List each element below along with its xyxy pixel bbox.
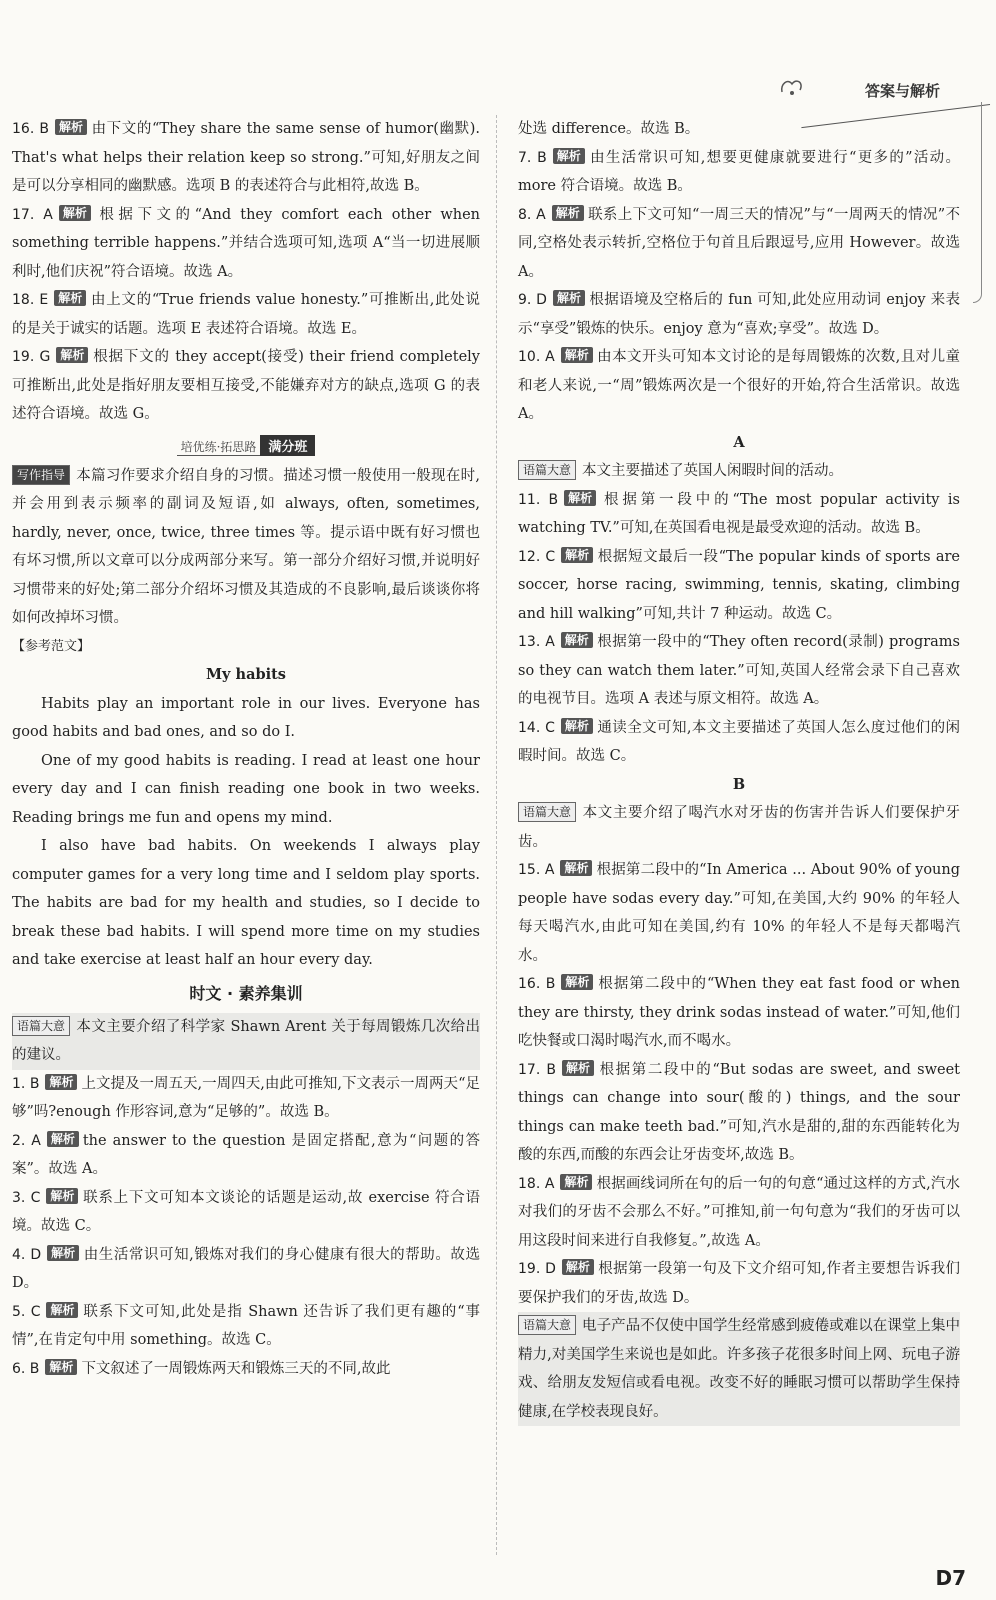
answer-explanation: 根据语境及空格后的 fun 可知,此处应用动词 enjoy 来表示“享受”锻炼的快乐。enjoy 意为“喜欢;享受”。故选 D。 <box>518 292 960 337</box>
analysis-badge: 解析 <box>561 718 593 734</box>
analysis-badge: 解析 <box>561 347 593 363</box>
analysis-badge: 解析 <box>47 1131 79 1147</box>
answer-item <box>12 1355 480 1384</box>
question-number: 16. B <box>518 976 556 992</box>
summary-text: 电子产品不仅使中国学生经常感到疲倦或难以在课堂上集中精力,对美国学生来说也是如此。许多孩子花很多时间上网、玩电子游戏、给朋友发短信或看电视。改变不好的睡眠习惯可以帮助学生保持健康,在学校表现良好。 <box>518 1318 960 1420</box>
question-number: 16. B <box>12 121 49 137</box>
header-title: 答案与解析 <box>864 82 940 100</box>
answer-list-3 <box>518 144 960 429</box>
question-number: 18. A <box>518 1175 555 1192</box>
summary-tag: 语篇大意 <box>518 1315 576 1335</box>
analysis-badge: 解析 <box>54 290 86 306</box>
answer-item <box>518 970 960 1056</box>
question-number: 1. B <box>12 1075 40 1092</box>
answer-list-2 <box>12 1070 480 1384</box>
question-number: 19. G <box>12 349 51 365</box>
question-number: 5. C <box>12 1303 41 1320</box>
analysis-badge: 解析 <box>45 1074 77 1090</box>
question-number: 14. C <box>518 719 555 736</box>
answer-explanation: 由本文开头可知本文讨论的是每周锻炼的次数,且对儿童和老人来说,一“周”锻炼两次是一个很好的开始,符合生活常识。故选 A。 <box>518 349 960 422</box>
answer-item <box>518 486 960 543</box>
analysis-badge: 解析 <box>553 290 585 306</box>
sample-paragraph: I also have bad habits. On weekends I always play computer games for a very long time and I seldom play sports. The habits are bad for my health and studies, so I decide to break these bad habits. I will spend more time on my studies and take exercise at least half an hour every day. <box>12 838 480 968</box>
question-number: 8. A <box>518 206 546 223</box>
analysis-badge: 解析 <box>561 632 593 648</box>
answer-item <box>12 1070 480 1127</box>
answer-item <box>12 286 480 343</box>
sample-paragraph: One of my good habits is reading. I read at least one hour every day and I can finish reading one book in two weeks. Reading brings me fun and opens my mind. <box>12 752 480 826</box>
answer-item <box>12 343 480 429</box>
sample-tag: 【参考范文】 <box>12 638 91 654</box>
question-number: 6. B <box>12 1360 40 1377</box>
question-number: 13. A <box>518 634 555 650</box>
section-banner <box>12 435 480 456</box>
answer-item <box>12 1127 480 1184</box>
writing-guide-tag: 写作指导 <box>12 465 70 485</box>
question-number: 15. A <box>518 862 555 878</box>
question-number: 18. E <box>12 292 49 308</box>
answer-explanation: 根据下文的 they accept(接受) their friend completely 可推断出,此处是指好朋友要相互接受,不能嫌弃对方的缺点,选项 G 的表述符合语境。故选 G。 <box>12 349 480 422</box>
question-number: 4. D <box>12 1246 42 1263</box>
writing-guide-text: 本篇习作要求介绍自身的习惯。描述习惯一般使用一般现在时,并会用到表示频率的副词及短语,如 always, often, sometimes, hardly, never, once, twice, three times 等。提示语中既有好习惯也有坏习惯,所以文章可以分成两部分来写。第一部分介绍好习惯,并说明好习惯带来的好处;第二部分介绍坏习惯及其造成的不良影响,最后谈谈你将如何改掉坏习惯。 <box>12 467 480 626</box>
analysis-badge: 解析 <box>553 148 585 164</box>
answer-explanation: 下文叙述了一周锻炼两天和锻炼三天的不同,故此 <box>81 1360 391 1377</box>
answer-item <box>12 201 480 287</box>
answer-item <box>12 1298 480 1355</box>
analysis-badge: 解析 <box>562 1060 594 1076</box>
page-header <box>800 72 960 102</box>
answer-item <box>518 1255 960 1312</box>
summary-tag: 语篇大意 <box>518 460 576 480</box>
analysis-badge: 解析 <box>562 1259 594 1275</box>
answer-item <box>518 543 960 629</box>
answer-explanation: 联系上下文可知“一周三天的情况”与“一周两天的情况”不同,空格处表示转折,空格位于句首且后跟逗号,应用 However。故选 A。 <box>518 206 960 280</box>
answer-item <box>518 201 960 287</box>
answer-explanation: 根据第一段中的“The most popular activity is watching TV.”可知,在英国看电视是最受欢迎的活动。故选 B。 <box>518 491 960 536</box>
answer-explanation: 上文提及一周五天,一周四天,由此可推知,下文表示一周两天“足够”吗?enough 作形容词,意为“足够的”。故选 B。 <box>12 1075 480 1120</box>
analysis-badge: 解析 <box>55 119 87 135</box>
summary-tag: 语篇大意 <box>12 1016 70 1036</box>
answer-explanation: 由上文的“True friends value honesty.”可推断出,此处说的是关于诚实的话题。选项 E 表述符合语境。故选 E。 <box>12 292 481 337</box>
right-column <box>518 115 960 1426</box>
part-b-label: B <box>732 775 746 793</box>
answer-item <box>518 1170 960 1256</box>
margin-bracket <box>973 102 982 303</box>
analysis-badge: 解析 <box>560 860 592 876</box>
question-number: 7. B <box>518 149 547 166</box>
answer-item <box>518 714 960 771</box>
part-b-summary <box>518 799 960 856</box>
sample-title: My habits <box>206 666 286 683</box>
answer-item <box>518 628 960 714</box>
analysis-badge: 解析 <box>561 547 593 563</box>
sample-essay <box>12 633 480 975</box>
summary-text: 本文主要介绍了喝汽水对牙齿的伤害并告诉人们要保护牙齿。 <box>518 805 960 850</box>
answer-explanation: 根据短文最后一段“The popular kinds of sports are soccer, horse racing, swimming, tennis, skating, climbing and hill walking”可知,共计 7 种运动。故选 C。 <box>518 548 960 622</box>
banner-left: 培优练·拓思路 <box>177 438 261 456</box>
answer-explanation: 由下文的“They share the same sense of humor(幽默). That's what helps their relation keep so strong.”可知,好朋友之间是可以分享相同的幽默感。选项 B 的表述符合与此相符,故选 B。 <box>12 121 480 194</box>
passage-summary <box>12 1013 480 1070</box>
question-number: 2. A <box>12 1132 41 1149</box>
answer-explanation: 联系下文可知,此处是指 Shawn 还告诉了我们更有趣的“事情”,在肯定句中用 something。故选 C。 <box>12 1303 480 1348</box>
question-number: 9. D <box>518 292 547 308</box>
answer-item <box>518 1056 960 1170</box>
question-number: 11. B <box>518 491 559 508</box>
answer-explanation: 根据第二段中的“In America ... About 90% of young people have sodas every day.”可知,在美国,大约 90% 的年轻人每天喝汽水,由此可知在美国,约有 10% 的年轻人不是每天都喝汽水。 <box>518 862 961 964</box>
column-divider <box>496 115 497 1555</box>
analysis-badge: 解析 <box>46 1302 78 1318</box>
question-number: 17. B <box>518 1061 556 1078</box>
page-number: D7 <box>935 1566 966 1590</box>
answer-explanation: 根据第二段中的“When they eat fast food or when they are thirsty, they drink sodas instead of water.”可知,他们吃快餐或口渴时喝汽水,而不喝水。 <box>518 976 960 1049</box>
question-number: 17. A <box>12 206 53 223</box>
answer-explanation: 由生活常识可知,想要更健康就要进行“更多的”活动。more 符合语境。故选 B。 <box>518 149 960 194</box>
analysis-badge: 解析 <box>59 205 91 221</box>
summary-tag: 语篇大意 <box>518 802 576 822</box>
analysis-badge: 解析 <box>56 347 88 363</box>
analysis-badge: 解析 <box>560 1174 592 1190</box>
header-logo-icon <box>778 74 808 98</box>
answer-list-b <box>518 856 960 1312</box>
answer-explanation: the answer to the question 是固定搭配,意为“问题的答案”。故选 A。 <box>12 1132 481 1177</box>
section-title: 时文 · 素养集训 <box>189 983 303 1003</box>
part-a-label: A <box>733 433 745 451</box>
part-a-summary <box>518 457 960 486</box>
question-number: 19. D <box>518 1261 556 1277</box>
answer-explanation: 根据画线词所在句的后一句的句意“通过这样的方式,汽水对我们的牙齿不会那么不好。”可推知,前一句句意为“我们的牙齿可以用这段时间来进行自我修复。”,故选 A。 <box>518 1175 960 1249</box>
analysis-badge: 解析 <box>552 205 584 221</box>
question-number: 10. A <box>518 349 555 365</box>
answer-list-a <box>518 486 960 771</box>
answer-item <box>518 856 960 970</box>
answer-explanation: 由生活常识可知,锻炼对我们的身心健康有很大的帮助。故选 D。 <box>12 1246 480 1291</box>
answer-explanation: 根据第一段中的“They often record(录制) programs so they can watch them later.”可知,英国人经常会录下自己喜欢的电视节目。选项 A 表述与原文相符。故选 A。 <box>518 634 961 707</box>
answer-item <box>518 286 960 343</box>
question-number: 3. C <box>12 1189 41 1206</box>
analysis-badge: 解析 <box>561 974 593 990</box>
answer-explanation: 通读全文可知,本文主要描述了英国人怎么度过他们的闲暇时间。故选 C。 <box>518 719 961 764</box>
analysis-badge: 解析 <box>564 490 596 506</box>
analysis-badge: 解析 <box>47 1245 79 1261</box>
answer-list-1 <box>12 115 480 429</box>
banner-right: 满分班 <box>260 435 315 456</box>
answer-item <box>12 1241 480 1298</box>
summary-text: 本文主要描述了英国人闲暇时间的活动。 <box>582 463 844 479</box>
answer-explanation: 联系上下文可知本文谈论的话题是运动,故 exercise 符合语境。故选 C。 <box>12 1189 480 1234</box>
answer-item <box>12 115 480 201</box>
answer-item <box>12 1184 480 1241</box>
continued-text: 处选 difference。故选 B。 <box>518 121 700 137</box>
answer-explanation: 根据下文的“And they comfort each other when something terrible happens.”并结合选项可知,选项 A“当一切进展顺利时,他们庆祝”符合语境。故选 A。 <box>12 206 480 280</box>
part-c-summary <box>518 1312 960 1426</box>
answer-item <box>518 144 960 201</box>
answer-explanation: 根据第二段中的“But sodas are sweet, and sweet things can change into sour(酸的) things, and the sour things can make teeth bad.”可知,汽水是甜的,甜的东西能转化为酸的东西,而酸的东西会让牙齿变坏,故选 B。 <box>518 1061 960 1163</box>
sample-paragraph: Habits play an important role in our lives. Everyone has good habits and bad ones, and so do I. <box>12 695 480 740</box>
answer-item <box>518 343 960 429</box>
summary-text: 本文主要介绍了科学家 Shawn Arent 关于每周锻炼几次给出的建议。 <box>12 1018 480 1063</box>
writing-guide <box>12 462 480 633</box>
analysis-badge: 解析 <box>46 1188 78 1204</box>
left-column <box>12 115 480 1383</box>
analysis-badge: 解析 <box>45 1359 77 1375</box>
question-number: 12. C <box>518 548 556 565</box>
answer-explanation: 根据第一段第一句及下文介绍可知,作者主要想告诉我们要保护我们的牙齿,故选 D。 <box>518 1261 960 1306</box>
